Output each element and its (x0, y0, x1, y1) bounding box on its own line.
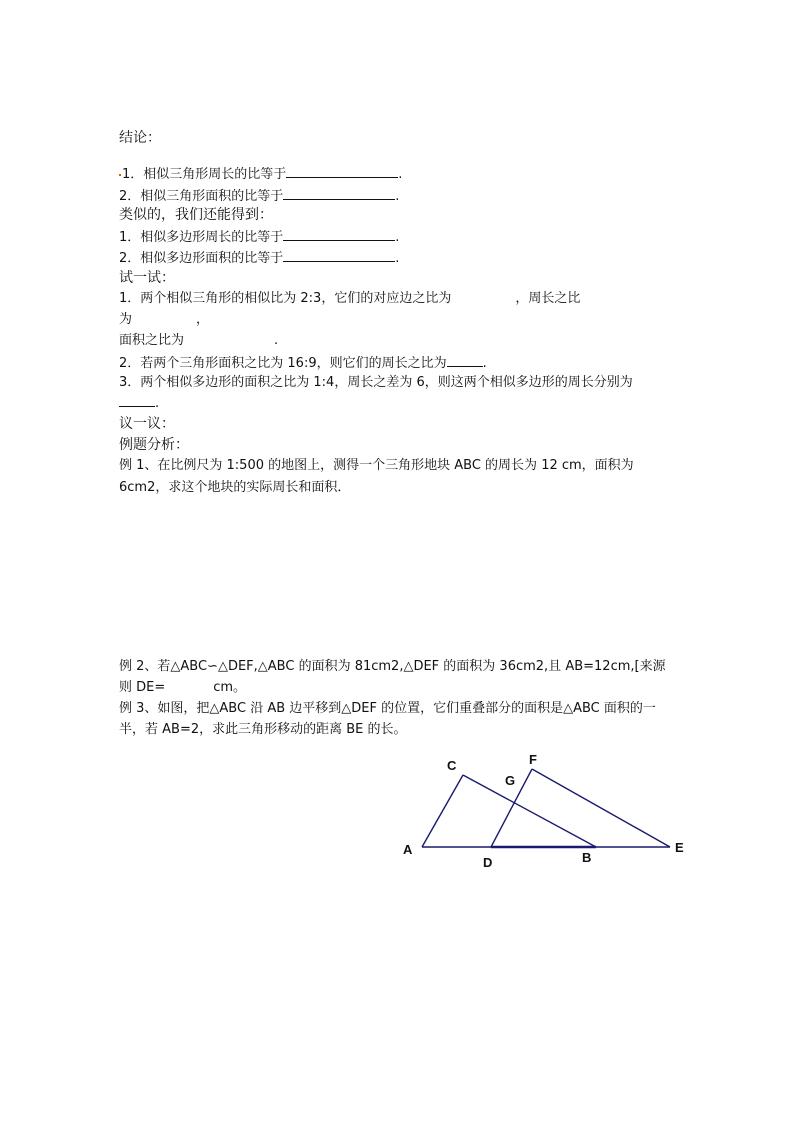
answer-blank[interactable] (286, 163, 398, 178)
label-c: C (447, 758, 457, 773)
analogy-heading: 类似的，我们还能得到： (119, 207, 273, 223)
label-f: F (529, 752, 537, 767)
example-3-line2: 半，若 AB=2，求此三角形移动的距离 BE 的长。 (119, 722, 407, 737)
discuss-heading: 议一议： (119, 416, 175, 432)
example-1-line1: 例 1、在比例尺为 1:500 的地图上，测得一个三角形地块 ABC 的周长为 12 cm，面积为 (119, 458, 634, 473)
tryit-q1-line3: 面积之比为 . (119, 333, 279, 348)
analogy-item-1: 1．相似多边形周长的比等于 . (119, 226, 399, 246)
answer-blank[interactable] (119, 392, 155, 407)
conclusion-item-2: 2．相似三角形面积的比等于 . (119, 185, 399, 205)
segment-fe (532, 769, 670, 847)
answer-blank[interactable] (447, 352, 483, 367)
label-e: E (675, 840, 684, 855)
label-b: B (582, 850, 592, 865)
example-3-line1: 例 3、如图，把△ABC 沿 AB 边平移到△DEF 的位置，它们重叠部分的面积是△ABC 面积的一 (119, 701, 656, 716)
label-a: A (403, 842, 413, 857)
example-2-line2: 则 DE= cm。 (119, 680, 247, 695)
label-d: D (483, 855, 493, 870)
tryit-q3-line1: 3．两个相似多边形的面积之比为 1:4，周长之差为 6，则这两个相似多边形的周长分别为 (119, 375, 633, 390)
conclusion-heading: 结论： (119, 130, 161, 146)
examples-heading: 例题分析： (119, 437, 189, 453)
answer-blank[interactable] (283, 247, 395, 262)
segment-cb (463, 775, 596, 847)
tryit-q1-line1: 1．两个相似三角形的相似比为 2:3，它们的对应边之比为 ，周长之比 (119, 291, 581, 306)
answer-blank[interactable] (283, 185, 395, 200)
tryit-heading: 试一试： (119, 270, 175, 286)
triangle-figure (395, 748, 695, 878)
tryit-q1-line2: 为 ， (119, 312, 210, 327)
segment-ac (422, 775, 463, 847)
stray-dot (119, 174, 121, 176)
conclusion-item-1: 1．相似三角形周长的比等于 . (119, 163, 402, 183)
analogy-item-2: 2．相似多边形面积的比等于 . (119, 247, 399, 267)
example-1-line2: 6cm2，求这个地块的实际周长和面积． (119, 480, 351, 495)
tryit-q3-line2: . (119, 392, 159, 412)
tryit-q2: 2．若两个三角形面积之比为 16:9，则它们的周长之比为 . (119, 352, 487, 372)
example-2-line1: 例 2、若△ABC∽△DEF,△ABC 的面积为 81cm2,△DEF 的面积为 36cm2,且 AB=12cm,[来源 (119, 659, 666, 674)
label-g: G (505, 773, 516, 788)
answer-blank[interactable] (283, 226, 395, 241)
